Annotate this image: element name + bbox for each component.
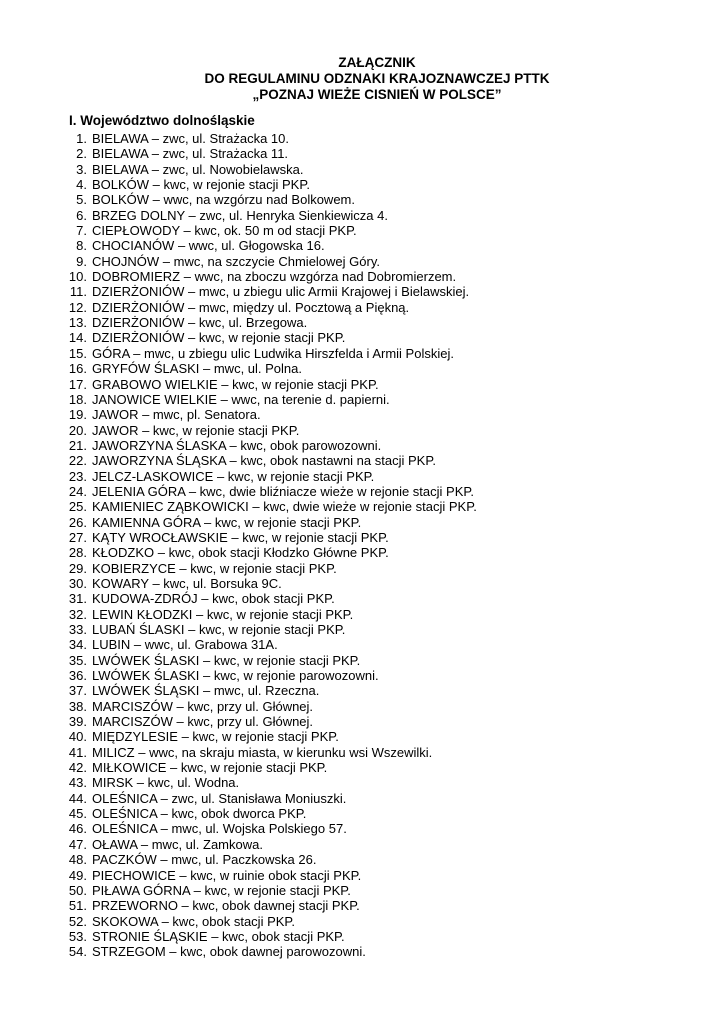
list-item-text: KAMIENIEC ZĄBKOWICKI – kwc, dwie wieże w rejonie stacji PKP. — [92, 499, 477, 515]
list-item — [0, 346, 477, 361]
list-item-number: 33. — [68, 622, 87, 637]
list-item — [0, 745, 477, 760]
list-item-number: 2. — [76, 146, 87, 162]
list-item-text: PIECHOWICE – kwc, w ruinie obok stacji PKP. — [92, 867, 362, 883]
list-item-text: BOLKÓW – kwc, w rejonie stacji PKP. — [92, 177, 310, 193]
list-item — [0, 146, 477, 161]
list-item-text: KOBIERZYCE – kwc, w rejonie stacji PKP. — [92, 560, 337, 576]
list-item-number: 4. — [76, 177, 87, 193]
list-item — [0, 453, 477, 468]
list-item — [0, 269, 477, 284]
list-item — [0, 637, 477, 652]
list-item-text: MIRSK – kwc, ul. Wodna. — [92, 775, 240, 791]
list-item-text: BOLKÓW – wwc, na wzgórzu nad Bolkowem. — [92, 192, 355, 208]
list-item-text: KŁODZKO – kwc, obok stacji Kłodzko Główne PKP. — [92, 545, 389, 561]
list-item — [0, 821, 477, 836]
list-item-text: KĄTY WROCŁAWSKIE – kwc, w rejonie stacji PKP. — [92, 529, 389, 545]
list-item-number: 8. — [76, 238, 87, 254]
list-item-number: 6. — [76, 207, 87, 223]
list-item-number: 10. — [68, 269, 87, 285]
list-item-text: JAWORZYNA ŚLASKA – kwc, obok parowozowni. — [92, 437, 382, 453]
list-item — [0, 330, 477, 345]
list-item-text: OŁAWA – mwc, ul. Zamkowa. — [92, 836, 263, 852]
list-item — [0, 576, 477, 591]
list-item-text: MARCISZÓW – kwc, przy ul. Głównej. — [92, 698, 314, 714]
list-item-text: GÓRA – mwc, u zbiegu ulic Ludwika Hirszfelda i Armii Polskiej. — [92, 345, 454, 361]
list-item-number: 3. — [76, 161, 87, 177]
list-item — [0, 392, 477, 407]
list-item-number: 52. — [68, 913, 87, 929]
list-item-number: 32. — [68, 606, 87, 622]
header-subtitle: DO REGULAMINU ODZNAKI KRAJOZNAWCZEJ PTTK — [204, 71, 550, 86]
list-item-text: LUBIN – wwc, ul. Grabowa 31A. — [92, 637, 278, 653]
list-item — [0, 131, 477, 146]
list-item-number: 38. — [68, 698, 87, 714]
list-item-number: 29. — [68, 560, 87, 576]
list-item-text: MIŁKOWICE – kwc, w rejonie stacji PKP. — [92, 760, 328, 776]
list-item — [0, 760, 477, 775]
list-item-number: 50. — [68, 882, 87, 898]
list-item-number: 43. — [68, 775, 87, 791]
list-item-text: DOBROMIERZ – wwc, na zboczu wzgórza nad Dobromierzem. — [92, 269, 457, 285]
list-item — [0, 254, 477, 269]
list-item-text: KUDOWA-ZDRÓJ – kwc, obok stacji PKP. — [92, 591, 335, 607]
list-item-text: JANOWICE WIELKIE – wwc, na terenie d. papierni. — [92, 391, 390, 407]
list-item-number: 36. — [68, 668, 87, 684]
list-item — [0, 699, 477, 714]
list-item-number: 28. — [68, 545, 87, 561]
list-item-number: 25. — [68, 499, 87, 515]
list-item-number: 21. — [68, 437, 87, 453]
list-item — [0, 423, 477, 438]
list-item-text: LWÓWEK ŚLASKI – kwc, w rejonie parowozowni. — [92, 668, 379, 684]
list-item — [0, 284, 477, 299]
list-item-text: CIEPŁOWODY – kwc, ok. 50 m od stacji PKP. — [92, 223, 357, 239]
list-item-number: 27. — [68, 529, 87, 545]
document-header — [0, 55, 724, 103]
list-item-number: 45. — [68, 806, 87, 822]
list-item-number: 19. — [68, 407, 87, 423]
list-item — [0, 929, 477, 944]
list-item-text: DZIERŻONIÓW – mwc, u zbiegu ulic Armii Krajowej i Bielawskiej. — [92, 284, 470, 300]
list-item-text: KAMIENNA GÓRA – kwc, w rejonie stacji PKP. — [92, 514, 362, 530]
list-item-text: BRZEG DOLNY – zwc, ul. Henryka Sienkiewicza 4. — [92, 207, 388, 223]
list-item-text: JELCZ-LASKOWICE – kwc, w rejonie stacji PKP. — [92, 468, 375, 484]
list-item-text: LEWIN KŁODZKI – kwc, w rejonie stacji PKP. — [92, 606, 354, 622]
section-title: I. Województwo dolnośląskie — [69, 113, 255, 128]
list-item — [0, 484, 477, 499]
list-item-number: 31. — [68, 591, 87, 607]
list-item-number: 22. — [68, 453, 87, 469]
list-item — [0, 162, 477, 177]
list-item-text: JAWORZYNA ŚLĄSKA – kwc, obok nastawni na stacji PKP. — [92, 453, 436, 469]
list-item-number: 24. — [68, 483, 87, 499]
list-item-number: 7. — [76, 223, 87, 239]
list-item-text: BIELAWA – zwc, ul. Nowobielawska. — [92, 161, 304, 177]
list-item — [0, 607, 477, 622]
list-item-number: 5. — [76, 192, 87, 208]
list-item-number: 54. — [68, 944, 87, 960]
list-item-number: 12. — [68, 299, 87, 315]
list-item — [0, 561, 477, 576]
list-item-number: 34. — [68, 637, 87, 653]
list-item-text: JAWOR – mwc, pl. Senatora. — [92, 407, 261, 423]
list-item-text: GRYFÓW ŚLASKI – mwc, ul. Polna. — [92, 361, 302, 377]
list-item — [0, 591, 477, 606]
list-item — [0, 238, 477, 253]
list-item — [0, 499, 477, 514]
list-item-text: MIĘDZYLESIE – kwc, w rejonie stacji PKP. — [92, 729, 339, 745]
list-item-number: 23. — [68, 468, 87, 484]
list-item — [0, 837, 477, 852]
list-item — [0, 898, 477, 913]
list-item — [0, 668, 477, 683]
list-item-text: DZIERŻONIÓW – kwc, w rejonie stacji PKP. — [92, 330, 346, 346]
list-item-text: PACZKÓW – mwc, ul. Paczkowska 26. — [92, 852, 317, 868]
list-item-number: 1. — [76, 131, 87, 146]
list-item — [0, 883, 477, 898]
list-item-text: BIELAWA – zwc, ul. Strażacka 10. — [92, 131, 290, 146]
list-item-number: 26. — [68, 514, 87, 530]
list-item — [0, 944, 477, 959]
list-item-text: OLEŚNICA – zwc, ul. Stanisława Moniuszki. — [92, 790, 347, 806]
list-item — [0, 806, 477, 821]
list-item-number: 20. — [68, 422, 87, 438]
list-item-number: 17. — [68, 376, 87, 392]
list-item-number: 30. — [68, 575, 87, 591]
list-item — [0, 315, 477, 330]
list-item — [0, 223, 477, 238]
list-item — [0, 729, 477, 744]
list-item — [0, 208, 477, 223]
list-item — [0, 791, 477, 806]
list-item-text: MILICZ – wwc, na skraju miasta, w kierunku wsi Wszewilki. — [92, 744, 433, 760]
list-item-number: 47. — [68, 836, 87, 852]
list-item-text: OLEŚNICA – mwc, ul. Wojska Polskiego 57. — [92, 821, 347, 837]
list-item — [0, 438, 477, 453]
list-item-text: GRABOWO WIELKIE – kwc, w rejonie stacji PKP. — [92, 376, 379, 392]
list-item — [0, 653, 477, 668]
list-item-text: STRZEGOM – kwc, obok dawnej parowozowni. — [92, 944, 366, 960]
header-title: ZAŁĄCZNIK — [338, 55, 416, 70]
list-item-number: 40. — [68, 729, 87, 745]
list-item-text: SKOKOWA – kwc, obok stacji PKP. — [92, 913, 296, 929]
list-item-text: MARCISZÓW – kwc, przy ul. Głównej. — [92, 714, 314, 730]
list-item-number: 46. — [68, 821, 87, 837]
list-item — [0, 361, 477, 376]
list-item — [0, 545, 477, 560]
list-item-text: LWÓWEK ŚLASKI – kwc, w rejonie stacji PKP. — [92, 652, 361, 668]
list-item — [0, 714, 477, 729]
list-item — [0, 377, 477, 392]
list-item-number: 11. — [69, 284, 87, 300]
list-item-number: 16. — [68, 361, 87, 377]
list-item — [0, 852, 477, 867]
list-item-number: 41. — [68, 744, 87, 760]
list-item — [0, 300, 477, 315]
list-item-number: 37. — [68, 683, 87, 699]
list-item-text: STRONIE ŚLĄSKIE – kwc, obok stacji PKP. — [92, 928, 345, 944]
list-item-number: 15. — [68, 345, 87, 361]
list-item-text: DZIERŻONIÓW – mwc, między ul. Pocztową a Piękną. — [92, 299, 410, 315]
list-item-text: CHOJNÓW – mwc, na szczycie Chmielowej Góry. — [92, 253, 380, 269]
tower-list — [0, 131, 477, 960]
list-item-number: 53. — [68, 928, 87, 944]
list-item-text: DZIERŻONIÓW – kwc, ul. Brzegowa. — [92, 315, 308, 331]
list-item — [0, 914, 477, 929]
list-item-text: BIELAWA – zwc, ul. Strażacka 11. — [92, 146, 289, 162]
list-item — [0, 530, 477, 545]
list-item-number: 49. — [68, 867, 87, 883]
list-item-number: 14. — [68, 330, 87, 346]
list-item-number: 51. — [68, 898, 87, 914]
list-item-number: 42. — [68, 760, 87, 776]
list-item-number: 18. — [68, 391, 87, 407]
list-item — [0, 407, 477, 422]
list-item-text: PIŁAWA GÓRNA – kwc, w rejonie stacji PKP. — [92, 882, 351, 898]
list-item-text: OLEŚNICA – kwc, obok dworca PKP. — [92, 806, 307, 822]
list-item — [0, 683, 477, 698]
list-item-text: JELENIA GÓRA – kwc, dwie bliźniacze wieże w rejonie stacji PKP. — [92, 483, 474, 499]
list-item-text: PRZEWORNO – kwc, obok dawnej stacji PKP. — [92, 898, 360, 914]
list-item — [0, 622, 477, 637]
list-item-text: LUBAŃ ŚLASKI – kwc, w rejonie stacji PKP. — [92, 622, 346, 637]
list-item — [0, 177, 477, 192]
list-item-number: 48. — [68, 852, 87, 868]
list-item-number: 13. — [68, 315, 87, 331]
list-item — [0, 192, 477, 207]
list-item-text: KOWARY – kwc, ul. Borsuka 9C. — [92, 575, 282, 591]
list-item-text: JAWOR – kwc, w rejonie stacji PKP. — [92, 422, 300, 438]
list-item — [0, 868, 477, 883]
list-item-number: 35. — [68, 652, 87, 668]
header-badge-name: „POZNAJ WIEŻE CISNIEŃ W POLSCE” — [252, 87, 502, 102]
list-item-number: 44. — [68, 790, 87, 806]
list-item-text: CHOCIANÓW – wwc, ul. Głogowska 16. — [92, 238, 325, 254]
list-item-text: LWÓWEK ŚLĄSKI – mwc, ul. Rzeczna. — [92, 683, 320, 699]
list-item-number: 9. — [76, 253, 87, 269]
list-item — [0, 775, 477, 790]
list-item — [0, 469, 477, 484]
list-item — [0, 515, 477, 530]
list-item-number: 39. — [68, 714, 87, 730]
